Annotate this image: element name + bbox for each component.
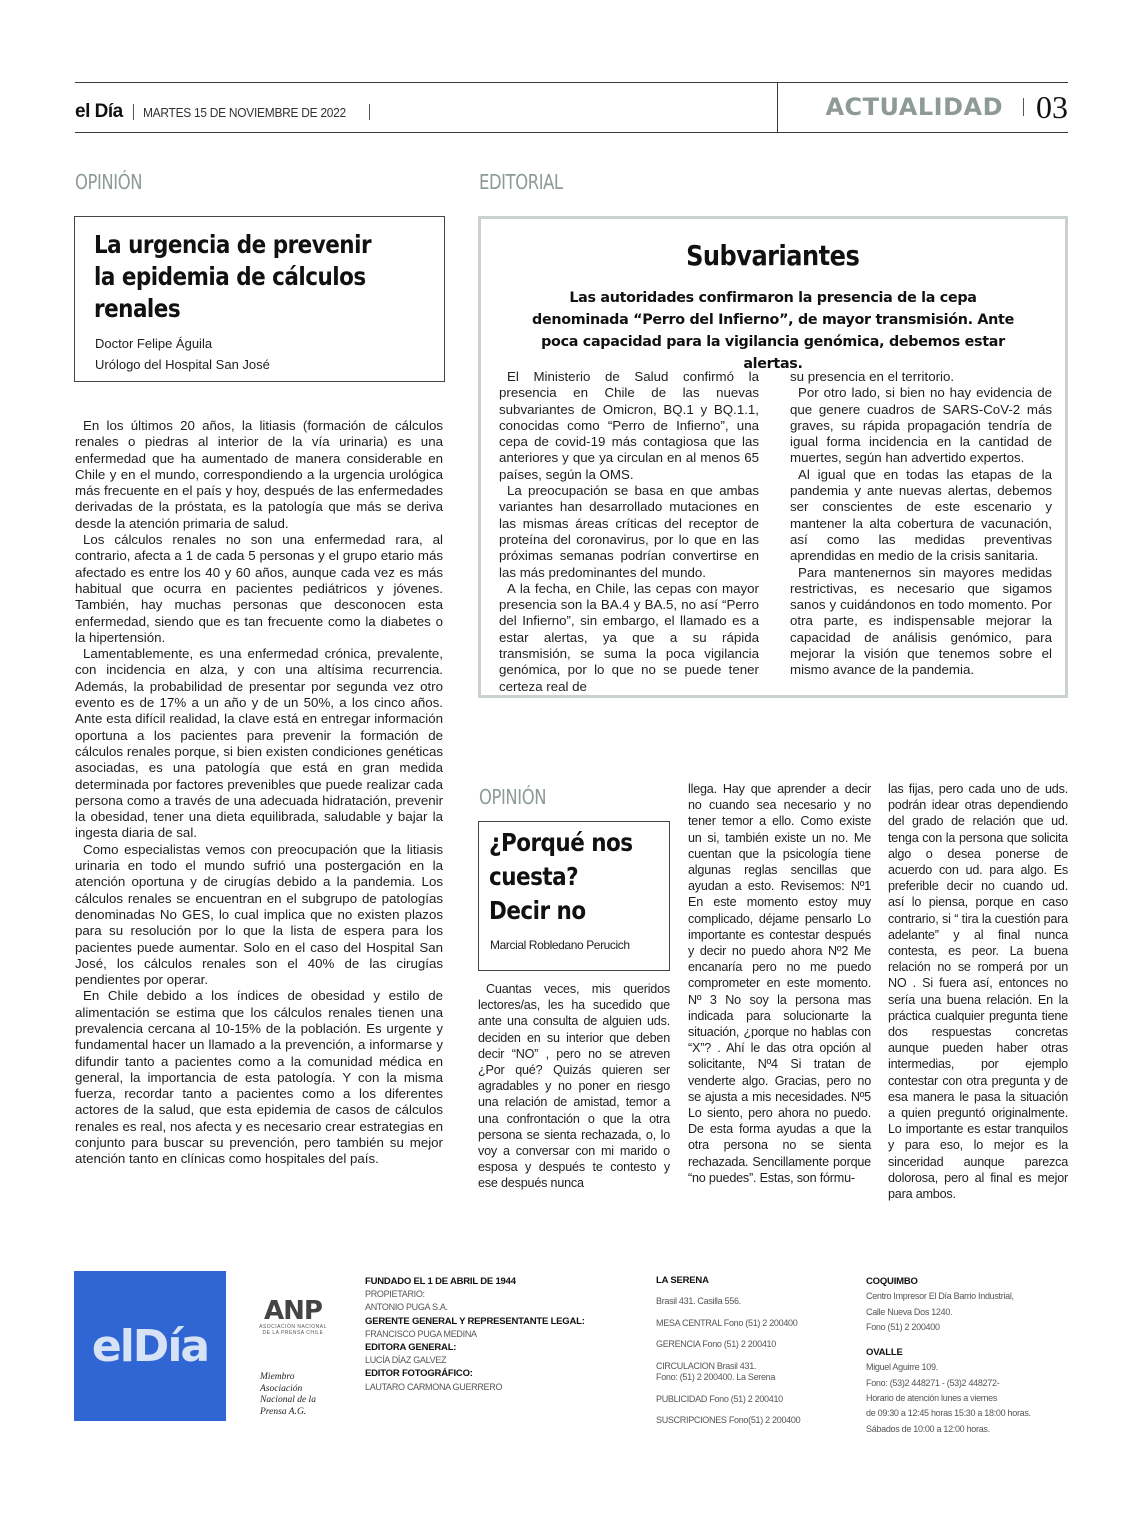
editorial-kicker: EDITORIAL [479,170,563,194]
opinion2-column-3 [888,781,1068,1202]
anp-membership-note: Miembro Asociación Nacional de la Prensa A.G. [260,1372,316,1417]
phone-line: GERENCIA Fono (51) 2 200410 [656,1339,776,1349]
la-serena-contacts [656,1275,856,1427]
newspaper-logo: el Día [75,101,123,122]
issue-date: MARTES 15 DE NOVIEMBRE DE 2022 [142,104,346,120]
editorial-column-1 [499,369,759,695]
office-line: Centro Impresor El Día Barrio Industrial, [866,1291,1014,1302]
paragraph: La preocupación se basa en que ambas variantes han desarrollado mutaciones en las mismas áreas críticas del receptor de proteína del coronavirus, por lo que en las próximas semanas podrían convertirse en las más predominantes del mundo. [499,483,759,580]
header-bottom-rule [75,132,1068,133]
opinion-kicker: OPINIÓN [75,170,143,194]
opinion-title-box [74,216,445,382]
header-masthead [75,100,379,124]
author-role: Urólogo del Hospital San José [95,357,270,372]
paragraph: Para mantenernos sin mayores medidas restrictivas, es necesario que sigamos sanos y cuidándonos en todo momento. Por otra parte, es indispensable mejorar la capacidad de análisis genómico, para mejorar la visión que tenemos sobre el mismo avance de la pandemia. [790,564,1052,678]
paragraph: En Chile debido a los índices de obesidad y estilo de alimentación se estima que los cálculos renales tienen una prevalencia cercana al 10-15% de la población. Es urgente y fundamental hacer un llamado a la prevención, a informarse y difundir tanto a pacientes como a la comunidad médica en general, la importancia de esta patología. Y con la misma fuerza, recordar tanto a pacientes como a los diferentes actores de la salud, que esta epidemia de casos de cálculos renales es real, nos afecta y es necesario crear estrategias en conjunto para buscar su prevención, pero también su mejor atención tanto en clínicas como hospitales del país. [75,988,443,1167]
opinion2-headline [489,826,633,928]
headline-line: Decir no [489,896,586,925]
paragraph: Lamentablemente, es una enfermedad crónica, prevalente, con incidencia en alza, y con una altísima recurrencia. Además, la probabilidad de presentar por segunda vez otro evento es de 17% a un año y de un 50%, a los cinco años. Ante esta difícil realidad, la clave está en entregar información oportuna a los pacientes para prevenir la formación de cálculos renales porque, si bien existen condiciones genéticas asociadas, es una patología que está en gran medida determinada por factores prevenibles que puede realizar cada persona como a través de una adecuada hidratación, prevenir la obesidad, tener una dieta equilibrada, saludable y bajar la ingesta diaria de sal. [75,646,443,841]
paragraph: Cuantas veces, mis queridos lectores/as, les ha sucedido que ante una consulta de alguien uds. deciden en su interior que deben decir “NO” , pero no se atreven ¿Por qué? Quizás quieren ser agradables y no poner en riesgo una relación de amistad, temor a una confrontación o que la otra persona se sienta rechazada, o, lo voy a conversar con mi marido o esposa y después te contesto y ese después nunca [478,982,670,1191]
credit-label: GERENTE GENERAL Y REPRESENTANTE LEGAL: [365,1315,585,1327]
header-section [825,88,1068,126]
phone-line: MESA CENTRAL Fono (51) 2 200400 [656,1317,798,1328]
separator [133,104,134,120]
paragraph: las fijas, pero cada uno de uds. podrán idear otras dependiendo del grado de relación que ud. tenga con la persona que solicita algo o desea ponerse de acuerdo con ud. para algo. Es preferible decir no cuando ud. así lo piensa, porque en caso contrario, si “ tira la cuestión para adelante” y al final nunca contesta, es peor. La buena relación no se romperá por un NO . Si fuera así, entonces no sería una buena relación. En la práctica cualquier pregunta tiene dos respuestas concretas aunque pueden haber otras intermedias, por ejemplo contestar con otra pregunta y de esa manera le pasa la situación a quien preguntó originalmente. Lo importante es estar tranquilos y para eso, lo mejor es la sinceridad aunque parezca dolorosa, pero al final es mejor para ambos. [888,782,1068,1202]
separator [1023,98,1024,116]
opinion2-column-1 [478,981,670,1192]
section-name: ACTUALIDAD [825,93,1003,121]
phone-line: CIRCULACION Brasil 431. [656,1360,757,1371]
credit-label: EDITOR FOTOGRÁFICO: [365,1368,473,1380]
opinion2-author: Marcial Robledano Perucich [490,938,630,952]
headline-line: la epidemia de cálculos [94,262,366,291]
el-dia-logo [74,1271,226,1421]
paragraph: llega. Hay que aprender a decir no cuando sea necesario y no tener temor a ello. Como existe un si, también existe un no. Me cuentan que la psicología tiene algunas reglas sencillas que ayudan a esto. Revisemos: Nº1 En este momento estoy muy complicado, déjame pensarlo Lo importante es contestar después y decir no puedo ahora Nº2 Me encanaría pero no me puedo comprometer en este momento. Nº 3 No soy la persona mas indicada para solucionarte la situación, ¿porque no hablas con “X”? . Ahí le das otra opción al solicitante, Nº4 Si tratan de venderte algo. Gracias, pero no se ajusta a mis necesidades. Nº5 Lo siento, pero ahora no puedo. De esta forma ayudas a que la otra persona no se sienta rechazada. Sencillamente porque “no puedes”. Estas, son fórmu- [688,782,871,1185]
headline-line: renales [94,294,181,323]
credit-value: FRANCISCO PUGA MEDINA [365,1328,477,1339]
founded-date: FUNDADO EL 1 DE ABRIL DE 1944 [365,1276,516,1287]
office-line: Fono: (53)2 448271 - (53)2 448272- [866,1377,1000,1388]
office-line: Miguel Aguirre 109. [866,1362,938,1373]
paragraph: Al igual que en todas las etapas de la pandemia y ante nuevas alertas, debemos ser conscientes de este escenario y mantener la alta cobertura de vacunación, así como las medidas preventivas aprendidas en medio de la crisis sanitaria. [790,466,1052,564]
header-top-rule [75,82,1068,83]
office-address: Brasil 431. Casilla 556. [656,1296,741,1306]
opinion2-kicker: OPINIÓN [479,785,547,809]
paragraph: Los cálculos renales no son una enfermedad rara, al contrario, afecta a 1 de cada 5 personas y el grupo etario más afectado es entre los 40 y 60 años, aunque cada vez es más habitual que ocurra en pacientes pediátricos y jóvenes. También, hay muchas personas que desconocen esta enfermedad, siendo que es tan frecuente como la diabetes o la hipertensión. [75,532,443,645]
office-line: Calle Nueva Dos 1240. [866,1306,953,1317]
editorial-headline [481,239,1065,272]
paragraph: A la fecha, en Chile, las cepas con mayor presencia son la BA.4 y BA.5, no así “Perro del Infierno”, sin embargo, el llamado es a estar alertas, ya que a su rápida transmisión, se suma la poca vigilancia genómica, por lo que no se puede tener certeza real de [499,580,759,694]
phone-line: SUSCRIPCIONES Fono(51) 2 200400 [656,1415,801,1425]
staff-credits [365,1275,615,1394]
opinion2-column-2 [688,781,871,1186]
regional-offices [866,1274,1071,1437]
header-divider [777,82,778,133]
phone-line: Fono: (51) 2 200400. La Serena [656,1372,776,1382]
paragraph: Por otro lado, si bien no hay evidencia de que genere cuadros de SARS-CoV-2 más graves, su rápida propagación tendría de igual forma incidencia en la cantidad de muertes, según han advertido expertos. [790,385,1052,466]
credit-label: PROPIETARIO: [365,1289,425,1300]
anp-subtitle: ASOCIACIÓN NACIONAL DE LA PRENSA CHILE [259,1324,327,1336]
paragraph-continuation: su presencia en el territorio. [790,369,955,384]
headline-line: La urgencia de prevenir [94,230,372,259]
paragraph: El Ministerio de Salud confirmó la presencia en Chile de las nuevas subvariantes de Omicron, BQ.1 y BQ.1.1, conocidas como “Perro de Infierno”, una cepa de covid-19 más contagiosa que las anteriores y que ya circulan en al menos 65 países, según la OMS. [499,369,759,482]
editorial-column-2 [790,369,1052,679]
headline-line: cuesta? [489,862,579,891]
paragraph: Como especialistas vemos con preocupación que la litiasis urinaria en todo el mundo sufrió una postergación en la atención oportuna y de cirugías debido a la pandemia. Los cálculos renales se encuentran en el subgrupo de patologías denominadas No GES, lo cual implica que no existen plazos para su resolución por lo que la lista de espera para los pacientes puede aumentar. Solo en el caso del Hospital San José, los cálculos renales son el 40% de las cirugías pendientes por operar. [75,841,443,988]
credit-value: LAUTARO CARMONA GUERRERO [365,1381,503,1392]
headline-line: ¿Porqué nos [489,828,633,857]
credit-label: EDITORA GENERAL: [365,1342,457,1354]
opinion2-title-box [478,821,670,971]
paragraph: En los últimos 20 años, la litiasis (formación de cálculos renales o piedras al interior de la vía urinaria) es una enfermedad que ha aumentado de manera considerable en Chile y en el mundo, correspondiendo a la urgencia urológica más frecuente en el país y hoy, después de las enfermedades derivadas de la próstata, es la patología que más se deriva desde la atención primaria de salud. [75,418,443,531]
editorial-deck [521,287,1025,375]
opinion-headline [94,229,371,325]
office-title: COQUIMBO [866,1276,918,1287]
page-number: 03 [1036,88,1068,125]
editorial-box [478,216,1068,698]
office-title: OVALLE [866,1347,903,1359]
author-name: Doctor Felipe Águila [95,336,213,351]
office-line: Fono (51) 2 200400 [866,1321,940,1332]
opinion-article-body [75,418,443,1168]
anp-mark: ANP [264,1296,322,1326]
anp-logo [258,1298,328,1336]
deck-text: Las autoridades confirmaron la presencia de la cepa denominada “Perro del Infierno”, de mayor transmisión. Ante poca capacidad para la vigilancia genómica, debemos estar alertas. [532,290,1014,372]
office-line: Sábados de 10:00 a 12:00 horas. [866,1423,990,1434]
office-line: Horario de atención lunes a viernes [866,1393,998,1404]
credit-value: LUCÍA DÍAZ GALVEZ [365,1355,447,1366]
credit-value: ANTONIO PUGA S.A. [365,1302,448,1313]
office-title: LA SERENA [656,1275,709,1286]
separator [369,104,370,120]
logo-text: elDía [91,1320,209,1372]
phone-line: PUBLICIDAD Fono (51) 2 200410 [656,1393,783,1404]
byline [95,333,270,375]
headline-text: Subvariantes [686,239,860,272]
office-line: de 09:30 a 12:45 horas 15:30 a 18:00 horas. [866,1408,1031,1419]
